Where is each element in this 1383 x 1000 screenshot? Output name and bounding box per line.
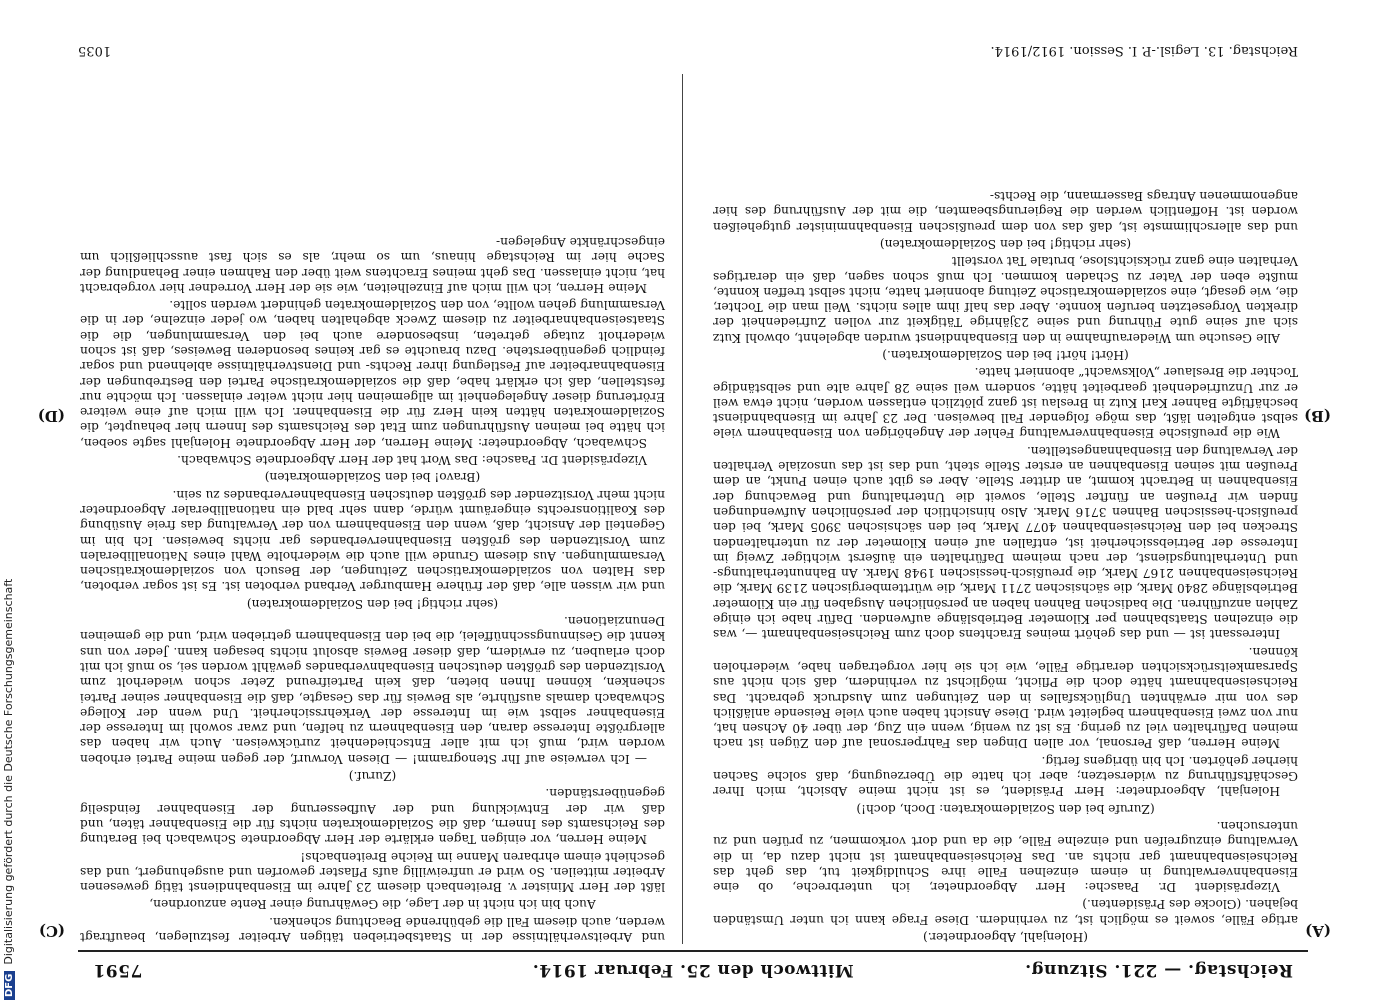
right-text-column bbox=[80, 232, 665, 944]
margin-marker-c: (C) bbox=[38, 922, 65, 940]
paragraph: — Ich verweise auf Ihr Stenogramm! — Diesen Vorwurf, der gegen meine Partei erhoben worden wird, muß ich mit aller Entschiedenheit zurückweisen. Auch wir haben das allergrößte Interesse daran, den Eisenbahnern zu helfen, und zwar sowohl im Interesse der Eisenbahner selbst wie im Interesse der Verkehrssicherheit. Und wenn der Kollege Schwabach damals ausführte, als Beweis für das Gesagte, daß die Eisenbahner seiner Partei schenken, können Ihnen bieten, daß kein Parteifreund Zeter schon wiederholt zum Vorsitzenden des größten deutschen Eisenbahnverbandes gewählt worden sei, so muß ich mit doch erlauben, zu erwidern, daß dieser Beweis absolut nichts besagen kann. Jeder von uns kennt die Gesinnungsschnüffelei, die bei den Eisenbahnern getrieben wird, und die gemeinen Denunziationen. bbox=[80, 614, 665, 766]
interjection: (sehr richtig! bei den Sozialdemokraten) bbox=[246, 596, 499, 611]
interjection: (Zuruf.) bbox=[348, 769, 397, 784]
paragraph: Meine Herren, vor einigen Tagen erklärte der Herr Abgeordnete Schwabach bei Beratung des Reichsamts des Innern, daß die Sozialdemokraten nichts für die Eisenbahner täten, und daß wir der Entwicklung und der Aufbesserung der Eisenbahner feindselig gegenüberständen. bbox=[80, 786, 665, 847]
column-divider bbox=[682, 74, 683, 944]
quoted-line: Auch bin ich nicht in der Lage, die Gewährung einer Rente anzuordnen, bbox=[149, 897, 596, 912]
paragraph: Alle Gesuche um Wiederaufnahme in den Eisenbahndienst wurden abgelehnt, obwohl Kutz sich auf seine gute Führung und seine 23jährige Tätigkeit zur vollen Zufriedenheit der direkten Vorgesetzten berufen konnte. Aber das half ihm alles nichts. Weil man die Tochter, die, wie gesagt, eine sozialdemokratische Zeitung abonniert hatte, nicht selbst treffen konnte, mußte eben der Vater zu Schaden kommen. Ich muß schon sagen, daß ein derartiges Verhalten eine ganz rücksichtslose, brutale Tat vorstellt bbox=[713, 254, 1298, 345]
paragraph: Holenjahl, Abgeordneter: Herr Präsident, es ist nicht meine Absicht, mich Ihrer Geschäftsführung zu widersetzen; aber ich hatte die Überzeugung, daß solche Sachen hierher gehörten. Ich bin übrigens fertig. bbox=[713, 753, 1298, 799]
header-date: Mittwoch den 25. Februar 1914. bbox=[532, 960, 854, 980]
paragraph: Meine Herren, daß Personal, vor allen Dingen das Fahrpersonal auf den Zügen ist nach meinen Dafürhalten viel zu gering. Es ist zu wenig, wenn ein Zug, der über 40 Achsen hat, nur von zwei Eisenbahnern begleitet wird. Diese Ansicht haben auch viele Reisende anläßlich des von mir erwähnten Unglücksfalles in den Zeitungen zum Ausdruck gebracht. Das Reichseisenbahnamt hätte doch die Pflicht, möglichst zu verhindern, daß sich nicht aus Sparsamkeitsrücksichten derartige Fälle, wie ich sie hier vorgetragen habe, wiederholen können. bbox=[713, 644, 1298, 751]
header-rule bbox=[78, 950, 1308, 952]
page-header bbox=[93, 952, 1293, 980]
interjection: (Zurufe bei den Sozialdemokraten: Doch, doch!) bbox=[856, 801, 1155, 816]
header-column-number: 7591 bbox=[93, 960, 143, 980]
header-session: Reichstag. — 221. Sitzung. bbox=[1024, 960, 1293, 980]
margin-marker-a: (A) bbox=[1305, 922, 1331, 940]
paragraph: Vizepräsident Dr. Paasche: Herr Abgeordneter, ich unterbreche, ob eine Eisenbahnverwaltung in einem einzelnen Falle ihre Schuldigkeit tut, das geht das Reichseisenbahnamt gar nichts an. Das Reichseisenbahnamt ist nicht dazu da, in die Verwaltung einzugreifen und einzelne Fälle, die da und dort vorkommen, zu prüfen und zu untersuchen. bbox=[713, 818, 1298, 895]
left-text-column bbox=[713, 186, 1298, 944]
paragraph: artige Fälle, soweit es möglich ist, zu verhindern. Diese Frage kann ich unter Umständen bejahen. (Glocke des Präsidenten.) bbox=[713, 897, 1298, 927]
speaker-note: (Holenjahl, Abgeordneter.) bbox=[922, 930, 1089, 944]
paragraph: Vizepräsident Dr. Paasche: Das Wort hat der Herr Abgeordnete Schwabach. bbox=[177, 453, 647, 468]
paragraph: läßt der Herr Minister v. Breitenbach diesem 23 Jahre im Eisenbahndienst tätig gewesenen Arbeiter mitteilen. So wird er unfreiwillig aufs Pflaster geworfen und ausgehungert, und das geschieht einem ehrbaren Manne im Reiche Breitenbachs! bbox=[80, 849, 665, 895]
footer-legislature: Reichstag. 13. Legisl.-P. I. Session. 1912/1914. bbox=[990, 43, 1298, 58]
interjection: (Bravo! bei den Sozialdemokraten) bbox=[264, 470, 481, 485]
paragraph: Interessant ist — und das gehört meines Erachtens doch zum Reichseisenbahnamt —, was die einzelnen Staatsbahnen per Kilometer Betriebslänge aufwenden. Dafür habe ich einige Zahlen anzuführen. Die badischen Bahnen haben an persönlichen Ausgaben für ein Kilometer Betriebslänge 2840 Mark, die sächsischen 2711 Mark, die württembergischen 2139 Mark, die Reichseisenbahnen 2167 Mark, die preußisch-hessischen 1948 Mark. An Bahnunterhaltungs- und Unterhaltungsdienst, der nach meinem Dafürhalten ein äußerst wichtiger Zweig im Interesse der Betriebssicherheit ist, entfallen auf einen Kilometer der zu unterhaltenden Strecken bei den Reichseisenbahnen 4077 Mark, bei den sächsischen 3905 Mark, bei den preußisch-hessischen Bahnen 3716 Mark. Also hinsichtlich der persönlichen Aufwendungen finden wir Preußen an fünfter Stelle, soweit die Unterhaltung und Bewachung der Eisenbahnen in Betracht kommt, an dritter Stelle. Aber es gibt auch einen Punkt, an dem Preußen mit seinen Eisenbahnen an erster Stelle steht, und das ist das unsoziale Verhalten der Verwaltung den Eisenbahnangestellten. bbox=[713, 443, 1298, 642]
dfg-logo: DFG bbox=[4, 971, 15, 1000]
paragraph: Schwabach, Abgeordneter: Meine Herren, der Herr Abgeordnete Holenjahl sagte soeben, ich hätte bei meinen Ausführungen zum Etat des Reichsamts des Innern hier behauptet, die Sozialdemokraten hätten kein Herz für die Eisenbahner. Ich will mich auf eine weitere Erörterung dieser Angelegenheit im allgemeinen hier nicht weiter einlassen. Ich möchte nur feststellen, daß ich erklärt habe, daß die sozialdemokratische Partei den Bestrebungen der Eisenbahnarbeiter auf Festlegung ihrer Rechts- und Dienstverhältnisse ablehnend und sogar feindlich gegenüberstehe. Dazu brauchte es gar keines besonderen Beweises, daß ist schon wiederholt zutage getreten, insbesondere auch bei den Versammlungen, die die Staatseisenbahnarbeiter zu diesem Zweck abgehalten haben, wo jeder einzelne, der in die Versammlung gehen wollte, von den Sozialdemokraten gehindert werden sollte. bbox=[80, 298, 665, 450]
interjection: (Hört! hört! bei den Sozialdemokraten.) bbox=[882, 348, 1129, 363]
stamp-text: Digitalisierung gefördert durch die Deutsche Forschungsgemeinschaft bbox=[2, 578, 15, 965]
page-footer bbox=[78, 38, 1298, 58]
margin-marker-d: (D) bbox=[37, 407, 65, 425]
paragraph: und wir wissen alle, daß der frühere Hamburger Verband verboten ist. Es ist sogar verboten, das Halten von sozialdemokratischen Zeitungen, der Besuch von sozialdemokratischen Versammlungen. Aus diesem Grunde will auch die wiederholte Wahl eines Nationalliberalen zum Vorsitzenden des größten Eisenbahnerverbandes gar nichts beweisen. Ich bin im Gegenteil der Ansicht, daß, wenn den Eisenbahnern von der Verwaltung das freie Ausübung des Koalitionsrechts eingeräumt würde, dann sehr bald ein nationalliberaler Abgeordneter nicht mehr Vorsitzender des größten deutschen Eisenbahnerverbandes zu sein. bbox=[80, 487, 665, 594]
paragraph: und Arbeitsverhältnisse der in Staatsbetrieben tätigen Arbeiter festzulegen, beauftragt werden, auch diesem Fall die gebührende Beachtung schenken. bbox=[80, 914, 665, 944]
paragraph: und das allerschlimmste ist, daß das von dem preußischen Eisenbahnminister gutgeheißen worden ist. Hoffentlich werden die Regierungsbeamten, die mit der Ausführung des hier angenommenen Antrags Bassermann, die Rechts- bbox=[713, 189, 1298, 234]
margin-marker-b: (B) bbox=[1304, 407, 1331, 425]
interjection: (sehr richtig! bei den Sozialdemokraten) bbox=[879, 236, 1132, 251]
paragraph: Meine Herren, ich will mich auf Einzelheiten, wie sie der Herr Vorredner hier vorgebracht hat, nicht einlassen. Das geht meines Erachtens weit über den Rahmen einer Behandlung der Sache hier im Reichstage hinaus, um so mehr, als es sich fast ausschließlich um eingeschränkte Angelegen- bbox=[80, 234, 665, 295]
paragraph: Wie die preußische Eisenbahnverwaltung Fehler der Angehörigen von Eisenbahnern viele selbst entgelten läßt, das möge folgender Fall beweisen. Der 23 Jahre im Eisenbahndienst beschäftigte Bahner Karl Kutz in Breslau ist ganz plötzlich entlassen worden, nicht etwa weil er zur Unzufriedenheit gearbeitet hätte, sondern weil seine 28 Jahre alte und selbständige Tochter die Breslauer „Volkswacht“ abonniert hatte. bbox=[713, 365, 1298, 441]
footer-page-number: 1035 bbox=[78, 43, 112, 58]
